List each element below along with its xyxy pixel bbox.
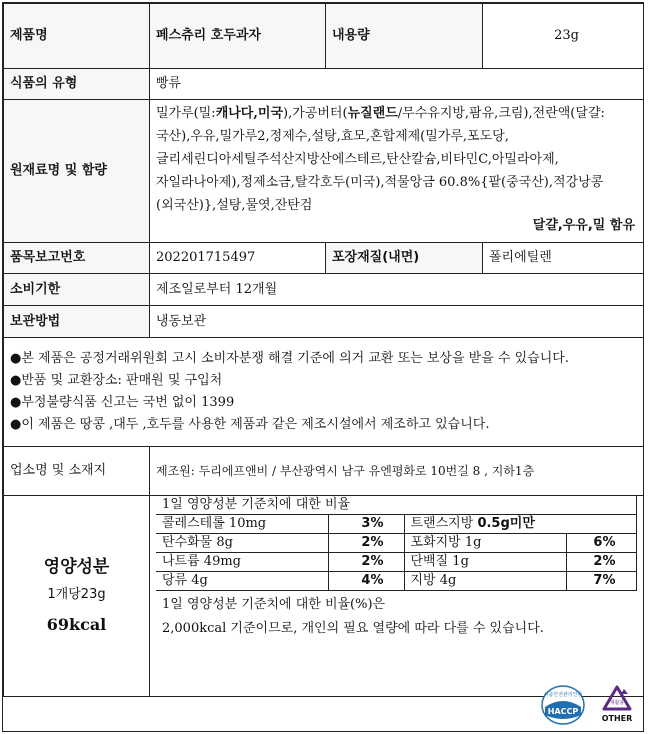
certification-logos <box>541 685 637 725</box>
nutrient-name: 지방 4g <box>404 572 566 591</box>
product-name-label: 제품명 <box>4 4 150 69</box>
notice-item: ●반품 및 교환장소: 판매원 및 구입처 <box>10 373 223 388</box>
haccp-icon <box>541 685 585 725</box>
recycle-mark <box>597 685 637 725</box>
trans-fat-cell <box>404 515 636 534</box>
nutrient-name: 포화지방 1g <box>404 534 566 553</box>
maker-value: 제조원: 두리에프앤비 / 부산광역시 남구 유엔평화로 10번길 8 , 지하1층 <box>150 447 644 496</box>
nutrient-percent: 4% <box>328 572 404 591</box>
haccp-main-text: HACCP <box>547 707 579 716</box>
storage-label: 보관방법 <box>4 306 150 338</box>
notices-cell <box>4 338 644 447</box>
nutrient-name: 콜레스테롤 10mg <box>156 515 328 534</box>
row-ingredients <box>4 100 644 243</box>
food-type-label: 식품의 유형 <box>4 69 150 100</box>
notice-item: ●본 제품은 공정거래위원회 고시 소비자분쟁 해결 기준에 의거 교환 또는 보상을 받을 수 있습니다. <box>10 351 569 366</box>
haccp-top-text: 식품안전관리인증 <box>543 692 583 698</box>
row-product <box>4 4 644 69</box>
packaging-label: 포장재질(내면) <box>326 243 483 274</box>
ingredients-label: 원재료명 및 함량 <box>4 100 150 243</box>
nutrition-title: 영양성분 <box>43 557 110 577</box>
nutrient-name: 당류 4g <box>156 572 328 591</box>
allergy-notice: 달걀,우유,밀 함유 <box>532 218 635 233</box>
ingredients-part: ),가공버터( <box>283 106 348 121</box>
notice-item: ●이 제품은 땅콩 ,대두 ,호두를 사용한 제품과 같은 제조시설에서 제조하고 있습니다. <box>10 417 490 432</box>
nutrient-name: 나트륨 49mg <box>156 553 328 572</box>
volume-label: 내용량 <box>326 4 483 69</box>
product-name-value: 페스츄리 호두과자 <box>150 4 326 69</box>
nutrition-header: 1일 영양성분 기준치에 대한 비율 <box>156 496 636 515</box>
nutrient-name: 트랜스지방 <box>410 516 474 531</box>
row-nutrition <box>4 496 644 697</box>
nutrient-percent: 6% <box>566 534 636 553</box>
nutrition-row <box>156 553 636 572</box>
row-food-type <box>4 69 644 100</box>
recycle-icon <box>597 685 637 725</box>
nutrition-summary <box>4 496 150 697</box>
ingredients-cell <box>150 100 644 243</box>
ingredients-part: /무수유지방,팜유,크림),전란액(달걀:국산),우유,밀가루2,정제수,설탕,효모,혼합제제(밀가루,포도당,글리세린디아세틸주석산지방산에스테르,탄산칼슘,비타민C,아밀라아제,자일라나아제),정제소금,탈각호두(미국),적물앙금 60.8%{팥(중국산),적강낭콩(외국산)},설탕,물엿,잔탄검 <box>156 106 605 213</box>
recycle-top-text: 재활용 <box>609 700 625 706</box>
nutrition-row <box>156 534 636 553</box>
expiry-label: 소비기한 <box>4 274 150 306</box>
label-table <box>3 3 644 697</box>
packaging-value: 폴리에틸렌 <box>483 243 644 274</box>
footnote-line: 1일 영양성분 기준치에 대한 비율(%)은 <box>162 597 386 612</box>
expiry-value: 제조일로부터 12개월 <box>150 274 644 306</box>
nutrition-serving: 1개당23g <box>47 587 106 602</box>
nutrition-row <box>156 515 636 534</box>
ingredients-text <box>156 100 637 217</box>
trans-fat-value: 0.5g미만 <box>477 516 535 531</box>
notice-item: ●부정불량식품 신고는 국번 없이 1399 <box>10 395 235 410</box>
nutrient-percent: 2% <box>566 553 636 572</box>
row-storage <box>4 306 644 338</box>
nutrient-percent: 3% <box>328 515 404 534</box>
report-value: 202201715497 <box>150 243 326 274</box>
row-expiry <box>4 274 644 306</box>
food-type-value: 빵류 <box>150 69 644 100</box>
food-label <box>2 2 644 732</box>
recycle-label: OTHER <box>601 714 633 723</box>
footnote-line: 2,000kcal 기준이므로, 개인의 필요 열량에 따라 다를 수 있습니다. <box>162 621 544 636</box>
volume-value: 23g <box>483 4 644 69</box>
nutrient-percent: 7% <box>566 572 636 591</box>
nutrient-percent: 2% <box>328 553 404 572</box>
nutrition-row <box>156 572 636 591</box>
nutrition-table <box>156 496 637 591</box>
nutrient-percent: 2% <box>328 534 404 553</box>
ingredients-part: 밀가루(밀: <box>156 106 216 121</box>
nutrient-name: 단백질 1g <box>404 553 566 572</box>
ingredients-origin-bold: 캐나다,미국 <box>215 106 284 121</box>
report-label: 품목보고번호 <box>4 243 150 274</box>
nutrition-footnote <box>156 591 637 643</box>
row-maker <box>4 447 644 496</box>
maker-label: 업소명 및 소재지 <box>4 447 150 496</box>
storage-value: 냉동보관 <box>150 306 644 338</box>
row-report <box>4 243 644 274</box>
nutrient-name: 탄수화물 8g <box>156 534 328 553</box>
haccp-logo <box>541 685 585 725</box>
ingredients-origin-bold: 뉴질랜드 <box>347 106 398 121</box>
row-notices <box>4 338 644 447</box>
nutrition-kcal: 69kcal <box>46 615 107 634</box>
nutrition-detail <box>150 496 644 697</box>
